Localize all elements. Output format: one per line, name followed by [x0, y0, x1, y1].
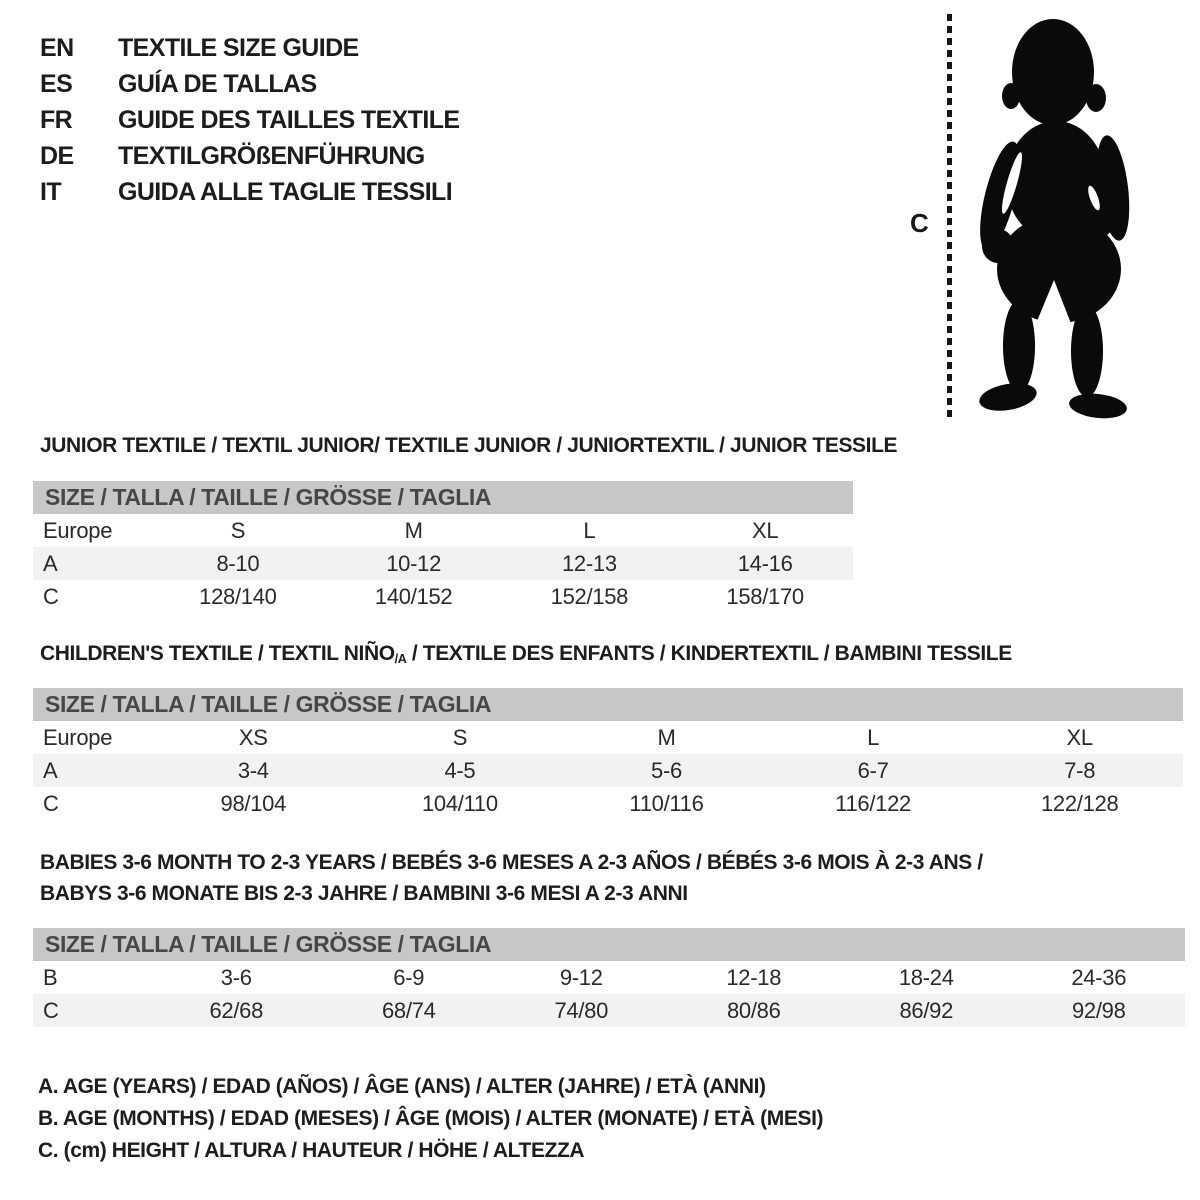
height-dashed-line — [947, 14, 952, 422]
table-cell: 128/140 — [199, 583, 277, 609]
children-table-title — [40, 642, 1012, 666]
guide-title: GUIDA ALLE TAGLIE TESSILI — [118, 177, 453, 206]
table-cell: 158/170 — [726, 583, 804, 609]
table-cell: 152/158 — [550, 583, 629, 609]
guide-title: TEXTILE SIZE GUIDE — [118, 33, 359, 62]
children-size-table — [33, 688, 1183, 820]
language-code: EN — [40, 33, 74, 62]
table-row — [33, 514, 853, 547]
toddler-silhouette-icon — [966, 18, 1138, 422]
table-row — [33, 961, 1185, 994]
babies-table-title-line1: BABIES 3-6 MONTH TO 2-3 YEARS / BEBÉS 3-6 MESES A 2-3 AÑOS / BÉBÉS 3-6 MOIS À 2-3 ANS / — [40, 851, 983, 874]
children-title-prefix: CHILDREN'S TEXTILE / TEXTIL NIÑO — [40, 642, 395, 665]
table-row — [33, 754, 1183, 787]
language-code: ES — [40, 69, 73, 98]
table-row — [33, 547, 853, 580]
table-row — [33, 721, 1183, 754]
row-label: C — [43, 790, 59, 816]
table-cell: L — [867, 724, 880, 750]
table-cell: 18-24 — [898, 964, 954, 990]
table-cell: M — [404, 517, 423, 543]
language-row — [40, 174, 460, 210]
table-cell: 92/98 — [1013, 994, 1186, 1027]
height-measure-figure — [900, 8, 1195, 428]
size-header-bar: SIZE / TALLA / TAILLE / GRÖSSE / TAGLIA — [33, 688, 1183, 721]
language-row — [40, 102, 460, 138]
table-cell: XS — [238, 724, 268, 750]
language-row — [40, 30, 460, 66]
legend-line-c: C. (cm) HEIGHT / ALTURA / HAUTEUR / HÖHE / ALTEZZA — [38, 1139, 585, 1162]
table-cell: 4-5 — [357, 754, 564, 787]
table-cell: 3-4 — [150, 754, 357, 787]
table-cell: 86/92 — [840, 994, 1013, 1027]
table-cell: 122/128 — [1040, 790, 1119, 816]
height-measure-label: C — [910, 208, 929, 238]
children-title-subscript: /A — [394, 652, 407, 667]
table-cell: 7-8 — [976, 754, 1183, 787]
table-row — [33, 580, 853, 613]
size-header-row — [33, 688, 1183, 721]
table-cell: XL — [751, 517, 779, 543]
table-cell: 104/110 — [421, 790, 498, 816]
table-cell: 9-12 — [559, 964, 603, 990]
size-header-row — [33, 928, 1185, 961]
language-title-block — [40, 30, 460, 210]
table-row — [33, 787, 1183, 820]
legend-block — [38, 1071, 823, 1167]
row-label: B — [43, 964, 58, 990]
table-cell: XL — [1066, 724, 1093, 750]
table-cell: S — [230, 517, 246, 543]
table-cell: 5-6 — [563, 754, 770, 787]
babies-size-table — [33, 928, 1185, 1027]
junior-table-title: JUNIOR TEXTILE / TEXTIL JUNIOR/ TEXTILE JUNIOR / JUNIORTEXTIL / JUNIOR TESSILE — [40, 434, 898, 457]
table-cell: 14-16 — [677, 547, 853, 580]
language-code: DE — [40, 141, 74, 170]
table-cell: 6-7 — [770, 754, 977, 787]
table-cell: 80/86 — [668, 994, 841, 1027]
language-code: IT — [40, 177, 62, 206]
table-cell: 10-12 — [326, 547, 502, 580]
table-cell: 3-6 — [220, 964, 252, 990]
row-label: A — [33, 754, 150, 787]
babies-table-title-line2: BABYS 3-6 MONATE BIS 2-3 JAHRE / BAMBINI 3-6 MESI A 2-3 ANNI — [40, 882, 688, 905]
language-row — [40, 66, 460, 102]
language-code: FR — [40, 105, 73, 134]
size-header-bar: SIZE / TALLA / TAILLE / GRÖSSE / TAGLIA — [33, 928, 1185, 961]
table-cell: M — [657, 724, 676, 750]
row-label: C — [33, 994, 150, 1027]
guide-title: GUÍA DE TALLAS — [118, 69, 317, 98]
table-cell: 110/116 — [629, 790, 704, 816]
table-cell: L — [583, 517, 596, 543]
table-cell: S — [452, 724, 468, 750]
legend-line-a: A. AGE (YEARS) / EDAD (AÑOS) / ÂGE (ANS) / ALTER (JAHRE) / ETÀ (ANNI) — [38, 1075, 766, 1098]
guide-title: GUIDE DES TAILLES TEXTILE — [118, 105, 460, 134]
junior-size-table — [33, 481, 853, 613]
table-cell: 62/68 — [150, 994, 323, 1027]
table-cell: 24-36 — [1071, 964, 1127, 990]
guide-title: TEXTILGRÖßENFÜHRUNG — [118, 141, 425, 170]
table-cell: 12-18 — [726, 964, 782, 990]
row-label: Europe — [43, 724, 113, 750]
children-title-suffix: / TEXTILE DES ENFANTS / KINDERTEXTIL / BAMBINI TESSILE — [406, 642, 1012, 665]
legend-line-b: B. AGE (MONTHS) / EDAD (MESES) / ÂGE (MOIS) / ALTER (MONATE) / ETÀ (MESI) — [38, 1107, 824, 1130]
table-cell: 8-10 — [150, 547, 326, 580]
table-cell: 116/122 — [835, 790, 911, 816]
table-cell: 140/152 — [374, 583, 453, 609]
row-label: C — [43, 583, 59, 609]
table-cell: 68/74 — [323, 994, 496, 1027]
size-header-bar: SIZE / TALLA / TAILLE / GRÖSSE / TAGLIA — [33, 481, 853, 514]
table-cell: 98/104 — [220, 790, 287, 816]
language-row — [40, 138, 460, 174]
size-header-row — [33, 481, 853, 514]
row-label: Europe — [43, 517, 113, 543]
table-cell: 6-9 — [393, 964, 425, 990]
table-row — [33, 994, 1185, 1027]
table-cell: 74/80 — [495, 994, 668, 1027]
table-cell: 12-13 — [502, 547, 678, 580]
row-label: A — [33, 547, 150, 580]
